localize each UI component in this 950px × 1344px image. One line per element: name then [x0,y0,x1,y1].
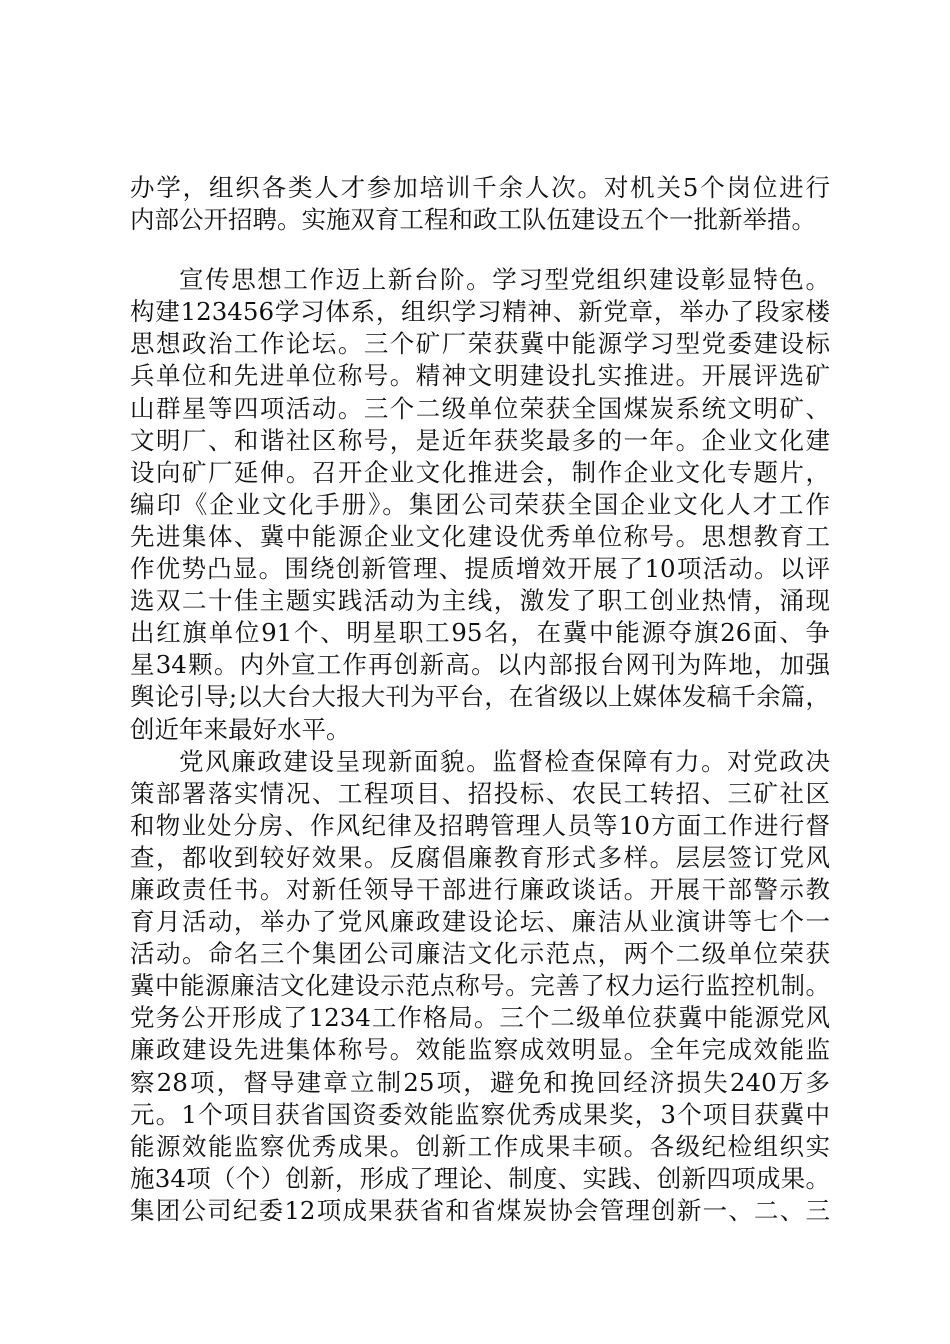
text-line: 冀中能源廉洁文化建设示范点称号。完善了权力运行监控机制。 [130,971,830,1001]
text-line: 内部公开招聘。实施双育工程和政工队伍建设五个一批新举措。 [130,205,816,235]
text-line: 选双二十佳主题实践活动为主线，激发了职工创业热情，涌现 [130,586,830,616]
text-line: 思想政治工作论坛。三个矿厂荣获冀中能源学习型党委建设标 [130,329,830,359]
text-line: 创近年来最好水平。 [130,714,351,744]
paragraph-gap [130,236,830,264]
text-line: 兵单位和先进单位称号。精神文明建设扎实推进。开展评选矿 [130,361,830,391]
text-line: 集团公司纪委12项成果获省和省煤炭协会管理创新一、二、三 [130,1195,830,1225]
text-line: 舆论引导;以大台大报大刊为平台，在省级以上媒体发稿千余篇， [130,682,830,712]
text-line: 出红旗单位91个、明星职工95名，在冀中能源夺旗26面、争 [130,618,830,648]
text-line: 党务公开形成了1234工作格局。三个二级单位获冀中能源党风 [130,1003,830,1033]
text-line: 策部署落实情况、工程项目、招投标、农民工转招、三矿社区 [130,778,830,808]
text-line: 山群星等四项活动。三个二级单位荣获全国煤炭系统文明矿、 [130,393,830,423]
paragraph [130,172,830,236]
text-line: 办学，组织各类人才参加培训千余人次。对机关5个岗位进行 [130,173,830,202]
text-line: 构建123456学习体系，组织学习精神、新党章，举办了段家楼 [130,297,830,327]
text-line: 先进集体、冀中能源企业文化建设优秀单位称号。思想教育工 [130,521,830,551]
document-body [130,172,830,1227]
text-line: 施34项（个）创新，形成了理论、制度、实践、创新四项成果。 [130,1163,830,1193]
paragraph [130,746,830,1227]
text-line: 育月活动，举办了党风廉政建设论坛、廉洁从业演讲等七个一 [130,907,830,937]
text-line: 设向矿厂延伸。召开企业文化推进会，制作企业文化专题片， [130,457,830,487]
text-line: 能源效能监察优秀成果。创新工作成果丰硕。各级纪检组织实 [130,1131,830,1161]
text-line: 党风廉政建设呈现新面貌。监督检查保障有力。对党政决 [179,746,830,776]
text-line: 作优势凸显。围绕创新管理、提质增效开展了10项活动。以评 [130,554,830,584]
text-line: 廉政责任书。对新任领导干部进行廉政谈话。开展干部警示教 [130,874,830,904]
text-line: 编印《企业文化手册》。集团公司荣获全国企业文化人才工作 [130,489,830,519]
text-line: 活动。命名三个集团公司廉洁文化示范点，两个二级单位荣获 [130,939,830,969]
text-line: 察28项，督导建章立制25项，避免和挽回经济损失240万多 [130,1067,830,1097]
text-line: 廉政建设先进集体称号。效能监察成效明显。全年完成效能监 [130,1035,830,1065]
text-line: 元。1个项目获省国资委效能监察优秀成果奖，3个项目获冀中 [130,1099,830,1129]
text-line: 宣传思想工作迈上新台阶。学习型党组织建设彰显特色。 [179,265,830,295]
text-line: 文明厂、和谐社区称号，是近年获奖最多的一年。企业文化建 [130,425,830,455]
text-line: 查，都收到较好效果。反腐倡廉教育形式多样。层层签订党风 [130,842,830,872]
paragraph [130,264,830,745]
text-line: 和物业处分房、作风纪律及招聘管理人员等10方面工作进行督 [130,810,830,840]
text-line: 星34颗。内外宣工作再创新高。以内部报台网刊为阵地，加强 [130,650,830,680]
